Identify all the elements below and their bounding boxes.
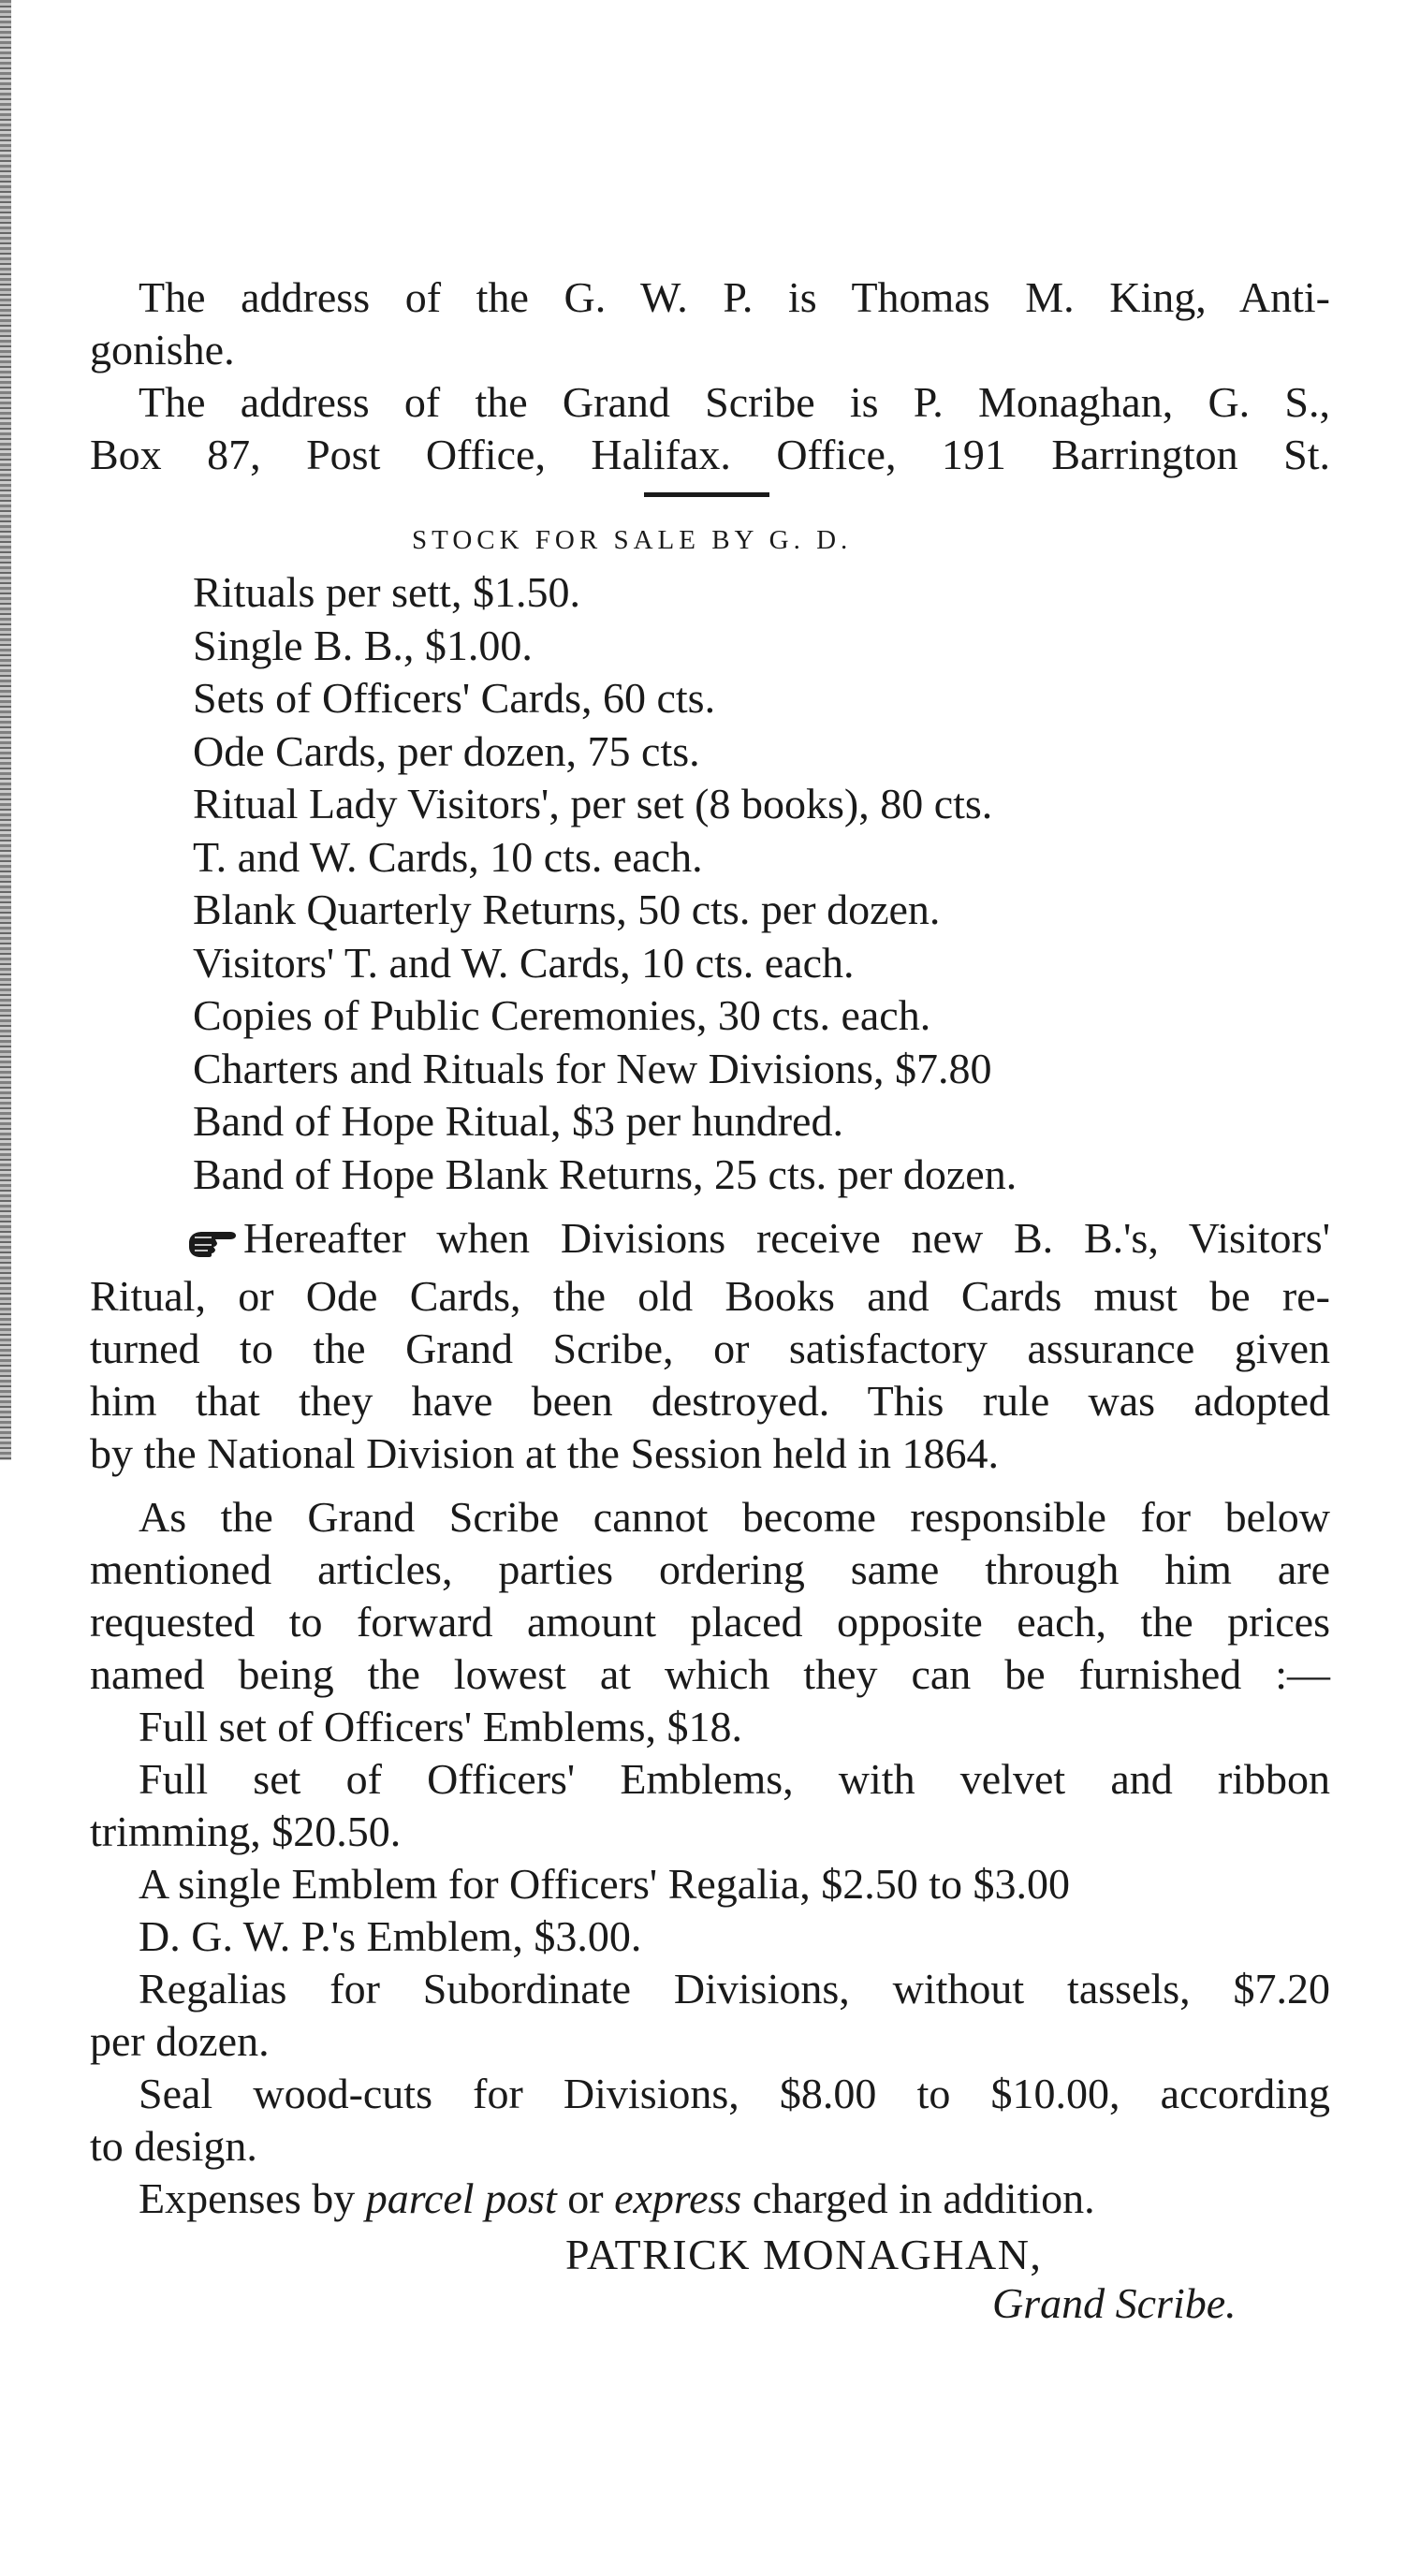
stock-item: Band of Hope Blank Returns, 25 cts. per dozen. [193,1149,1017,1198]
notice-line-5: by the National Division at the Session held in 1864. [90,1429,1000,1477]
article-regalias-line-2: per dozen. [90,2017,270,2065]
notice-line-4: him that they have been destroyed. This rule was adopted [90,1377,1330,1425]
scribe-notice-line-3: requested to forward amount placed opposite each, the prices [90,1598,1330,1646]
scribe-notice-line-1: As the Grand Scribe cannot become responsible for below [139,1493,1330,1541]
address-gwp-line-2: gonishe. [90,326,235,373]
section-divider [644,492,769,497]
article-dgwp-emblem: D. G. W. P.'s Emblem, $3.00. [139,1912,642,1960]
address-scribe-line-2: Box 87, Post Office, Halifax. Office, 191 Barrington St. [90,431,1330,478]
stock-item: T. and W. Cards, 10 cts. each. [193,832,703,881]
notice-line-3: turned to the Grand Scribe, or satisfactory assurance given [90,1325,1330,1372]
stock-item: Sets of Officers' Cards, 60 cts. [193,674,716,722]
stock-item: Rituals per sett, $1.50. [193,568,580,616]
article-seal-line-2: to design. [90,2122,257,2170]
pointing-hand-icon [139,1218,240,1270]
expenses-line: Expenses by parcel post or express charged in addition. [139,2174,1095,2222]
stock-item: Visitors' T. and W. Cards, 10 cts. each. [193,938,855,987]
notice-line-2: Ritual, or Ode Cards, the old Books and Cards must be re- [90,1272,1330,1320]
article-emblems: Full set of Officers' Emblems, $18. [139,1703,742,1750]
page-binding-edge [0,0,11,1460]
stock-item: Blank Quarterly Returns, 50 cts. per dozen. [193,886,941,933]
stock-item: Single B. B., $1.00. [193,621,533,669]
stock-item: Ode Cards, per dozen, 75 cts. [193,726,700,775]
signature-title: Grand Scribe. [992,2279,1237,2327]
article-regalias-line-1: Regalias for Subordinate Divisions, without tassels, $7.20 [139,1965,1330,2012]
notice-paragraph [90,1212,1330,1480]
express-text: express [614,2174,742,2222]
document-page [90,271,1330,2330]
scribe-notice-line-4: named being the lowest at which they can be furnished :— [90,1650,1330,1698]
article-single-emblem: A single Emblem for Officers' Regalia, $2.50 to $3.00 [139,1860,1070,1908]
stock-list [193,566,1330,1201]
article-seal-line-1: Seal wood-cuts for Divisions, $8.00 to $10.00, according [139,2070,1330,2117]
article-emblems-velvet-line-1: Full set of Officers' Emblems, with velvet and ribbon [139,1755,1330,1803]
signature-name: PATRICK MONAGHAN, [565,2231,1043,2278]
stock-item: Charters and Rituals for New Divisions, $7.80 [193,1044,992,1092]
stock-item: Copies of Public Ceremonies, 30 cts. each. [193,991,931,1039]
address-scribe-line-1: The address of the Grand Scribe is P. Monaghan, G. S., [139,378,1330,426]
scribe-notice-line-2: mentioned articles, parties ordering same through him are [90,1545,1330,1593]
stock-item: Band of Hope Ritual, $3 per hundred. [193,1097,843,1145]
scribe-notice-paragraph [90,1491,1330,1701]
stock-heading: STOCK FOR SALE BY G. D. [412,525,853,555]
article-emblems-velvet-line-2: trimming, $20.50. [90,1808,402,1855]
parcel-post-text: parcel post [365,2174,557,2222]
stock-item: Ritual Lady Visitors', per set (8 books), 80 cts. [193,780,993,827]
address-gwp-line-1: The address of the G. W. P. is Thomas M. King, Anti- [139,273,1330,321]
notice-line-1: Hereafter when Divisions receive new B. B.'s, Visitors' [243,1214,1330,1262]
